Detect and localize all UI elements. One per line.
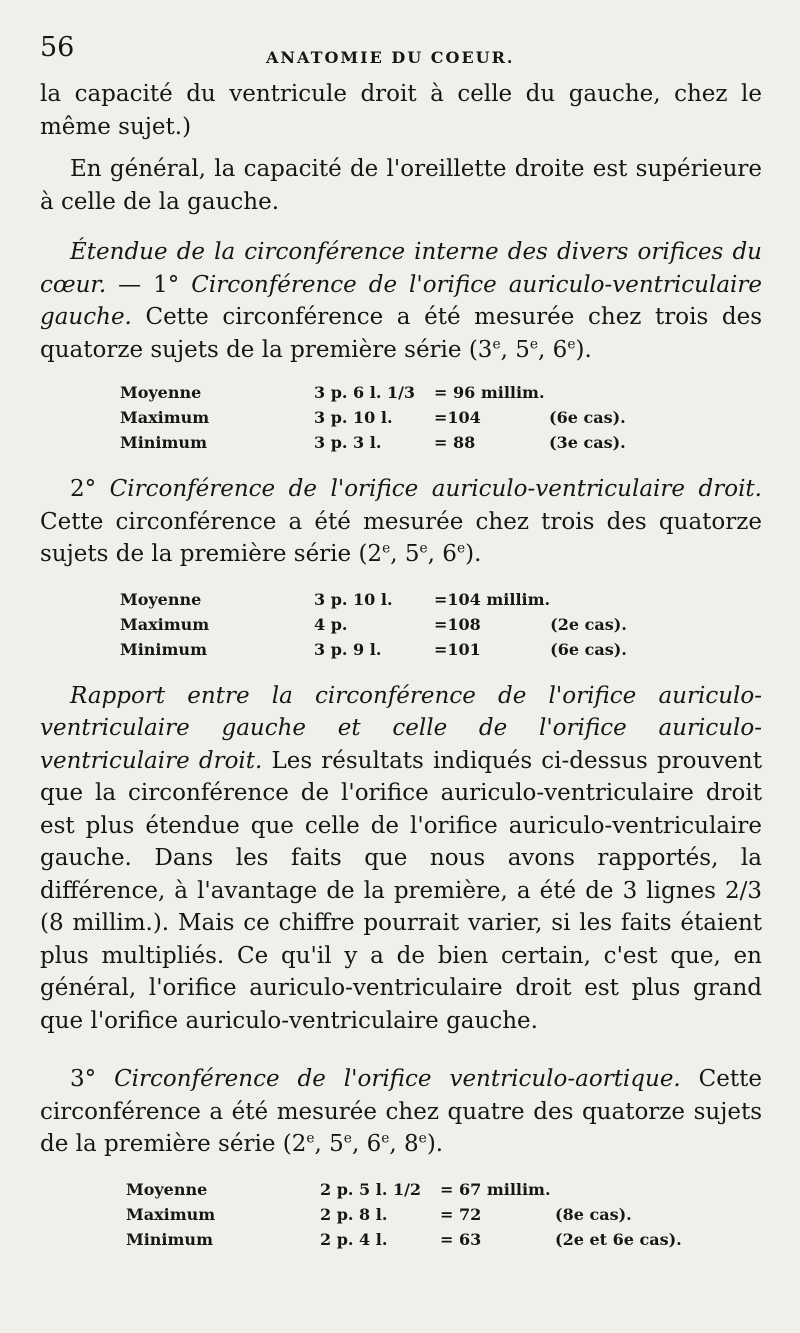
row-measure: 3 p. 9 l. bbox=[314, 639, 382, 659]
superscript: e bbox=[419, 540, 428, 557]
text-fragment: 2° bbox=[70, 476, 110, 502]
text-fragment: , 8 bbox=[389, 1131, 419, 1157]
row-measure: 2 p. 5 l. 1/2 bbox=[320, 1179, 422, 1199]
text-fragment: ). bbox=[465, 541, 482, 567]
superscript: e bbox=[567, 335, 576, 352]
subsection-heading-gauche: Circonférence de l'orifice auriculo-ventriculaire gauche. bbox=[40, 271, 762, 330]
paragraph-ventriculo-aortique bbox=[40, 1063, 762, 1161]
row-value: =101 bbox=[434, 639, 481, 659]
row-value: = 67 millim. bbox=[440, 1179, 551, 1199]
row-note: (8e cas). bbox=[555, 1204, 632, 1224]
text-fragment: , 6 bbox=[538, 336, 568, 363]
row-label: Maximum bbox=[120, 614, 210, 634]
row-note bbox=[549, 380, 699, 405]
superscript: e bbox=[381, 1130, 390, 1147]
superscript: e bbox=[418, 1130, 427, 1147]
table-row bbox=[120, 587, 700, 612]
subsection-heading-aortique: Circonférence de l'orifice ventriculo-aortique. bbox=[114, 1066, 681, 1092]
row-value: =108 bbox=[434, 614, 481, 634]
row-value: = 63 bbox=[440, 1229, 482, 1249]
row-measure: 3 p. 10 l. bbox=[314, 589, 393, 609]
row-note bbox=[555, 1177, 705, 1202]
row-label: Maximum bbox=[126, 1204, 216, 1224]
row-note: (2e et 6e cas). bbox=[555, 1229, 682, 1249]
paragraph-rapport bbox=[40, 680, 762, 1038]
paragraph-general: En général, la capacité de l'oreillette droite est supérieure à celle de la gauche. bbox=[40, 156, 762, 215]
text-fragment: Cette circonférence a été mesurée chez trois des quatorze sujets de la première série (3 bbox=[40, 304, 762, 363]
row-measure: 3 p. 3 l. bbox=[314, 433, 382, 452]
row-value: =104 bbox=[434, 408, 481, 427]
text-fragment: , 5 bbox=[314, 1131, 344, 1157]
superscript: e bbox=[306, 1130, 315, 1147]
row-note: (6e cas). bbox=[549, 408, 626, 427]
row-note: (2e cas). bbox=[550, 614, 627, 634]
row-note: (3e cas). bbox=[549, 433, 626, 452]
row-label: Minimum bbox=[126, 1229, 213, 1249]
section-heading-circumference: Étendue de la circonférence interne des divers orifices du cœur. bbox=[40, 239, 762, 298]
row-measure: 4 p. bbox=[314, 614, 348, 634]
text-fragment: Cette circonférence a été mesurée chez trois des quatorze sujets de la première série (2 bbox=[40, 508, 762, 567]
superscript: e bbox=[382, 540, 391, 557]
measurement-table-aortique bbox=[126, 1177, 705, 1252]
text-fragment: , 6 bbox=[427, 541, 457, 567]
row-measure: 2 p. 4 l. bbox=[320, 1229, 388, 1249]
table-row bbox=[126, 1227, 705, 1252]
measurement-table-gauche bbox=[120, 380, 699, 455]
paragraph-continuation: la capacité du ventricule droit à celle du gauche, chez le même sujet.) bbox=[40, 81, 762, 140]
row-label: Maximum bbox=[120, 408, 210, 427]
superscript: e bbox=[492, 335, 501, 352]
section-heading-rapport: Rapport entre la circonférence de l'orifice auriculo-ventriculaire gauche et celle de l'orifice auriculo-ventriculaire droit. bbox=[40, 682, 762, 774]
row-measure: 2 p. 8 l. bbox=[320, 1204, 388, 1224]
table-row bbox=[120, 637, 700, 662]
table-row bbox=[120, 380, 699, 405]
text-fragment: , 5 bbox=[390, 541, 420, 567]
table-row bbox=[120, 430, 699, 455]
text-fragment: ). bbox=[426, 1131, 444, 1157]
text-fragment: , 6 bbox=[351, 1131, 382, 1157]
row-label: Minimum bbox=[120, 433, 207, 452]
paragraph-orifice-droit bbox=[40, 473, 762, 571]
row-label: Moyenne bbox=[126, 1179, 208, 1199]
row-measure: 3 p. 6 l. 1/3 bbox=[314, 383, 416, 402]
row-value: = 88 bbox=[434, 433, 476, 452]
row-label: Moyenne bbox=[120, 589, 202, 609]
text-fragment: ). bbox=[575, 336, 592, 363]
book-page bbox=[40, 30, 762, 1252]
paragraph-orifice-gauche bbox=[40, 236, 762, 366]
row-measure: 3 p. 10 l. bbox=[314, 408, 393, 427]
text-fragment: 3° bbox=[70, 1066, 115, 1092]
row-value: =104 millim. bbox=[434, 589, 551, 609]
text-fragment: Cette circonférence a été mesurée chez quatre des quatorze sujets de la première série (2 bbox=[40, 1066, 762, 1157]
running-title: ANATOMIE DU COEUR. bbox=[266, 48, 515, 67]
row-note bbox=[550, 587, 700, 612]
table-row bbox=[120, 612, 700, 637]
row-value: = 96 millim. bbox=[434, 383, 545, 402]
measurement-table-droit bbox=[120, 587, 700, 662]
table-row bbox=[120, 405, 699, 430]
row-label: Moyenne bbox=[120, 383, 202, 402]
table-row bbox=[126, 1202, 705, 1227]
superscript: e bbox=[343, 1130, 352, 1147]
text-fragment: Les résultats indiqués ci-dessus prouvent que la circonférence de l'orifice auriculo-ventriculaire droit est plus étendue que celle de l'orifice auriculo-ventriculaire gauche. Dans les faits que nous avons rapportés, la différence, à l'avantage de la première, a été de 3 lignes 2/3 (8 millim.). Mais ce chiffre pourrait varier, si les faits étaient plus multipliés. Ce qu'il y a de bien certain, c'est que, en général, l'orifice auriculo-ventriculaire droit est plus grand que l'orifice auriculo-ventriculaire gauche. bbox=[40, 747, 762, 1034]
page-number: 56 bbox=[40, 32, 75, 63]
page-header bbox=[40, 30, 762, 78]
superscript: e bbox=[529, 335, 539, 352]
row-value: = 72 bbox=[440, 1204, 482, 1224]
row-note: (6e cas). bbox=[550, 639, 627, 659]
row-label: Minimum bbox=[120, 639, 207, 659]
subsection-heading-droit: Circonférence de l'orifice auriculo-ventriculaire droit. bbox=[109, 476, 762, 502]
superscript: e bbox=[456, 540, 466, 557]
text-fragment: — 1° bbox=[106, 271, 192, 298]
table-row bbox=[126, 1177, 705, 1202]
text-fragment: , 5 bbox=[500, 336, 530, 363]
